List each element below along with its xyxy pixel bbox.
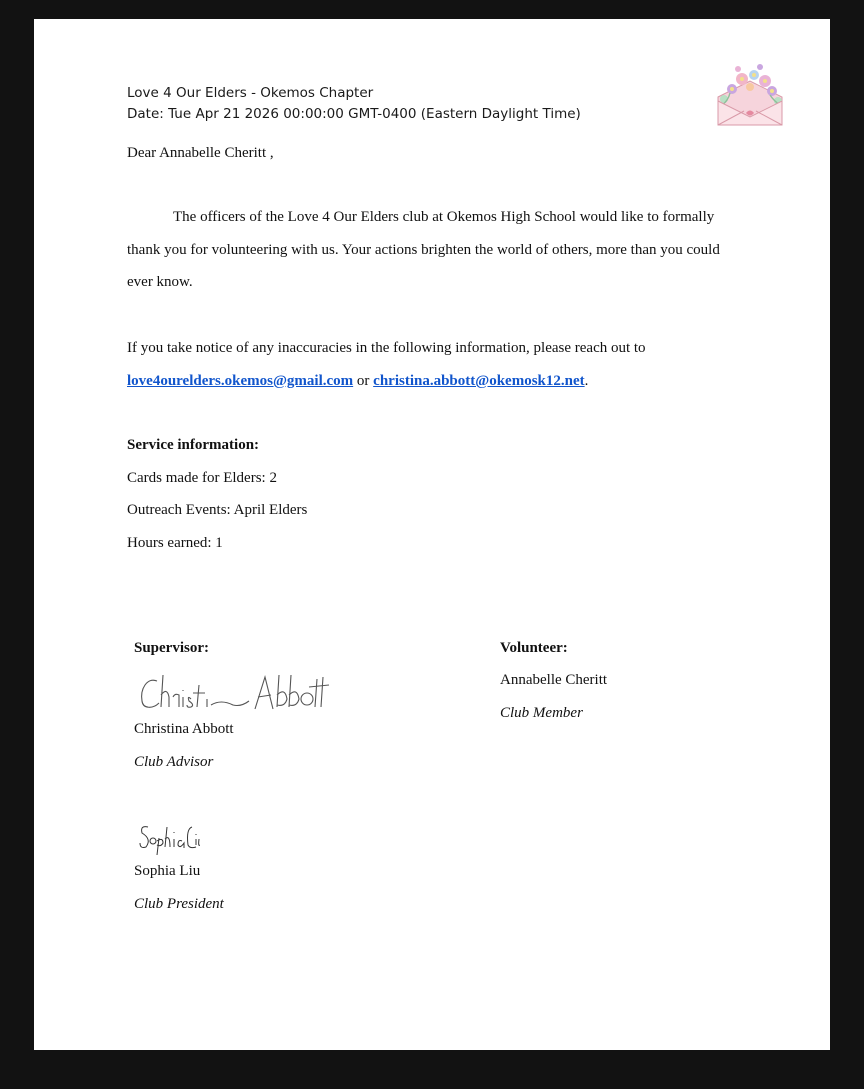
- notice-paragraph: [127, 332, 739, 397]
- letter-page: [34, 19, 830, 1050]
- cards-made: Cards made for Elders: 2: [127, 470, 277, 486]
- volunteer-role: Club Member: [500, 705, 583, 721]
- supervisor-role: Club Advisor: [134, 754, 214, 770]
- email-link-advisor[interactable]: christina.abbott@okemosk12.net: [373, 372, 585, 389]
- letter-header: [127, 83, 581, 125]
- volunteer-name: Annabelle Cheritt: [500, 672, 608, 688]
- supervisor-heading: Supervisor:: [134, 640, 209, 656]
- period-text: .: [584, 372, 589, 389]
- chapter-name: Love 4 Our Elders - Okemos Chapter: [127, 85, 374, 101]
- salutation: Dear Annabelle Cheritt ,: [127, 145, 274, 161]
- supervisor-name: Christina Abbott: [134, 721, 234, 737]
- or-text: or: [353, 372, 374, 389]
- notice-text: If you take notice of any inaccuracies in the following information, please reach out to: [127, 340, 646, 356]
- email-link-club[interactable]: love4ourelders.okemos@gmail.com: [127, 372, 354, 389]
- outreach-events: Outreach Events: April Elders: [127, 502, 308, 518]
- hours-earned: Hours earned: 1: [127, 535, 223, 551]
- president-role: Club President: [134, 896, 224, 912]
- christina-abbott-signature: [137, 671, 332, 715]
- letter-date: Date: Tue Apr 21 2026 00:00:00 GMT-0400 (Eastern Daylight Time): [127, 106, 581, 122]
- service-heading: Service information:: [127, 437, 260, 453]
- president-name: Sophia Liu: [134, 863, 201, 879]
- thank-you-text: The officers of the Love 4 Our Elders club at Okemos High School would like to formally thank you for volunteering with us. Your actions brighten the world of others, more than you could ever know.: [127, 209, 720, 291]
- envelope-flowers-icon: [710, 61, 790, 129]
- sophia-liu-signature: [136, 819, 200, 859]
- thank-you-paragraph: [127, 201, 739, 299]
- volunteer-heading: Volunteer:: [500, 640, 568, 656]
